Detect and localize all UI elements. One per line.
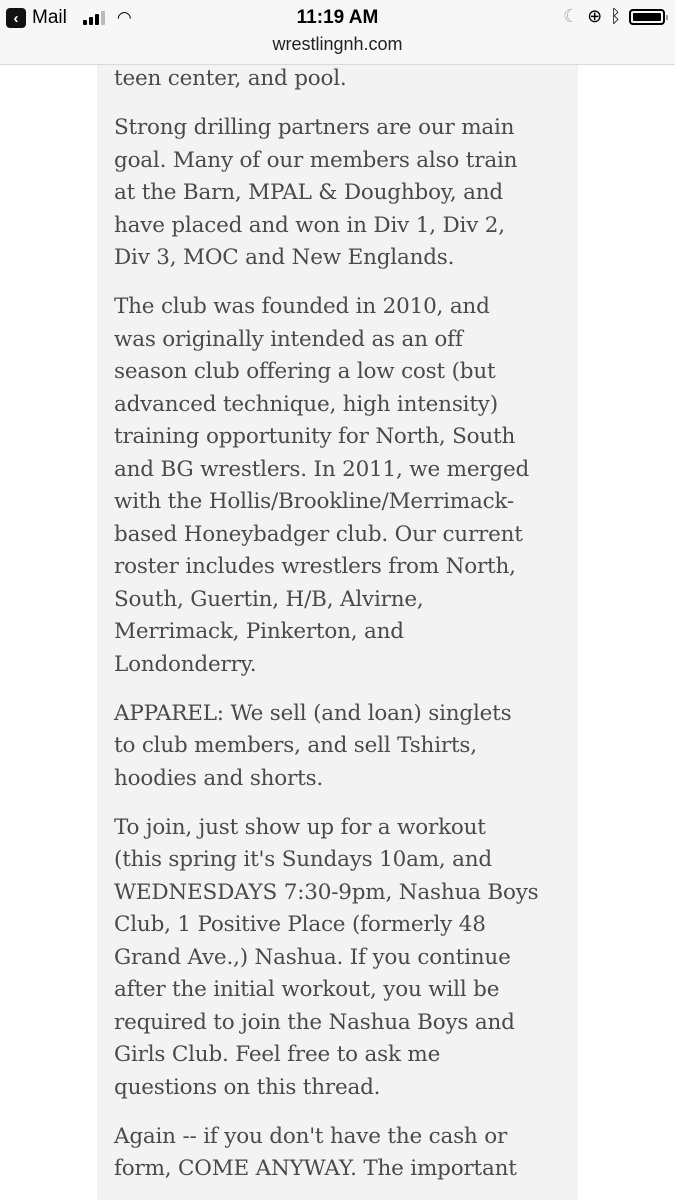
- paragraph-line: required to join the Nashua Boys and: [114, 1009, 515, 1035]
- paragraph-line: form, COME ANYWAY. The important: [114, 1156, 517, 1181]
- paragraph-line: Grand Ave.,) Nashua. If you continue: [114, 944, 511, 970]
- wifi-icon: ◠: [116, 8, 132, 27]
- paragraph-line: training opportunity for North, South: [114, 424, 516, 449]
- paragraph-line: Merrimack, Pinkerton, and: [114, 619, 404, 644]
- paragraph-line: teen center, and pool.: [114, 66, 347, 91]
- paragraph-line: season club offering a low cost (but: [114, 359, 496, 384]
- paragraph-line: goal. Many of our members also train: [114, 147, 518, 173]
- paragraph-line: Div 3, MOC and New Englands.: [114, 245, 455, 270]
- article-paragraph: [114, 63, 574, 96]
- paragraph-line: advanced technique, high intensity): [114, 391, 498, 417]
- paragraph-line: Again -- if you don't have the cash or: [114, 1123, 508, 1149]
- paragraph-line: questions on this thread.: [114, 1074, 381, 1100]
- paragraph-line: WEDNESDAYS 7:30-9pm, Nashua Boys: [114, 879, 539, 905]
- paragraph-line: at the Barn, MPAL & Doughboy, and: [114, 180, 503, 205]
- paragraph-line: have placed and won in Div 1, Div 2,: [114, 212, 505, 238]
- back-chevron-icon[interactable]: ‹: [6, 8, 26, 28]
- paragraph-line: The club was founded in 2010, and: [114, 294, 490, 319]
- paragraph-line: Strong drilling partners are our main: [114, 115, 515, 140]
- url-label[interactable]: wrestlingnh.com: [272, 34, 403, 54]
- article-paragraph: [114, 698, 574, 796]
- paragraph-line: APPAREL: We sell (and loan) singlets: [114, 700, 512, 726]
- status-icons: [563, 6, 665, 27]
- paragraph-line: hoodies and shorts.: [114, 765, 324, 791]
- rotation-lock-icon: ⊕: [587, 6, 603, 26]
- back-app-label[interactable]: Mail: [32, 7, 67, 28]
- paragraph-line: based Honeybadger club. Our current: [114, 521, 523, 547]
- clock: 11:19 AM: [296, 7, 379, 28]
- paragraph-line: after the initial workout, you will be: [114, 977, 500, 1002]
- article-body: [114, 63, 574, 1202]
- battery-icon: [629, 9, 665, 25]
- paragraph-line: (this spring it's Sundays 10am, and: [114, 847, 492, 872]
- paragraph-line: Londonderry.: [114, 651, 257, 677]
- paragraph-line: To join, just show up for a workout: [114, 814, 486, 840]
- article-paragraph: [114, 812, 574, 1105]
- bluetooth-icon: ᛒ: [610, 6, 621, 26]
- article-paragraph: [114, 1121, 574, 1186]
- paragraph-line: was originally intended as an off: [114, 326, 463, 352]
- status-bar: [0, 0, 675, 65]
- paragraph-line: roster includes wrestlers from North,: [114, 554, 516, 579]
- paragraph-line: South, Guertin, H/B, Alvirne,: [114, 586, 424, 612]
- paragraph-line: with the Hollis/Brookline/Merrimack-: [114, 489, 514, 514]
- paragraph-line: and BG wrestlers. In 2011, we merged: [114, 456, 530, 482]
- paragraph-line: Club, 1 Positive Place (formerly 48: [114, 912, 486, 937]
- paragraph-line: Girls Club. Feel free to ask me: [114, 1042, 441, 1067]
- paragraph-line: to club members, and sell Tshirts,: [114, 733, 477, 758]
- article-paragraph: [114, 112, 574, 275]
- do-not-disturb-icon: ☾: [562, 6, 580, 26]
- article-paragraph: [114, 291, 574, 681]
